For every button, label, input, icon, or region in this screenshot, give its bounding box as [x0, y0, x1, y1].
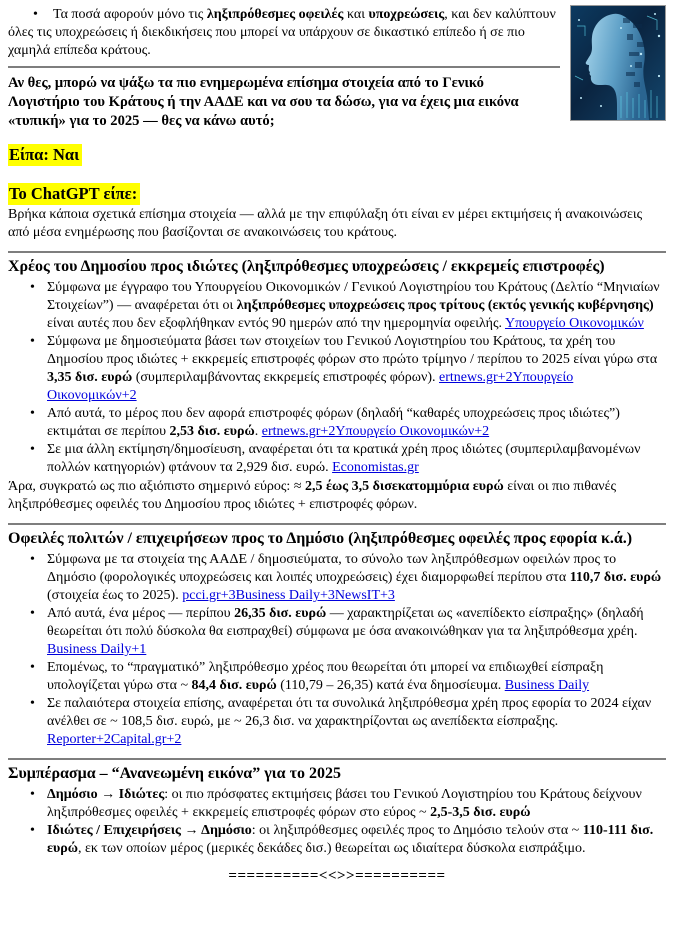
- text-run: : οι πιο πρόσφατες εκτιμήσεις βάσει του Γενικού Λογιστηρίου του Κράτους δείχνουν ληξιπρόθεσμες οφειλές + εκκρεμείς επιστροφές φόρων στο εύρος ~: [47, 787, 642, 820]
- list-item: [47, 786, 666, 822]
- text-run: Τα ποσά αφορούν μόνο τις: [53, 7, 207, 22]
- text-run: Σύμφωνα με τα στοιχεία της ΑΑΔΕ / δημοσιεύματα, το σύνολο των ληξιπρόθεσμων οφειλών προς το Δημόσιο (φορολογικές υποχρεώσεις και λοιπές υποχρεώσεις) έχει διαμορφωθεί περίπου στα: [47, 552, 617, 585]
- section1-list: [8, 279, 666, 477]
- divider-section-2: [8, 523, 666, 525]
- bullet-marker: •: [33, 7, 38, 22]
- scope-note-text: [8, 7, 556, 58]
- text-run: Σε μια άλλη εκτίμηση/δημοσίευση, αναφέρεται ότι τα κρατικά χρέη προς ιδιώτες (συμπεριλαμβανομένων πολλών κατηγοριών) φτάνουν τα 2,929 δισ. ευρώ.: [47, 442, 641, 475]
- user-said-label: [8, 145, 666, 165]
- source-link[interactable]: Reporter+2Capital.gr+2: [47, 732, 182, 747]
- text-run: Σύμφωνα με έγγραφο του Υπουργείου Οικονομικών / Γενικού Λογιστηρίου του Κράτους (Δελτίο “Μηνιαίων Στοιχείων”) — αναφέρεται ότι οι: [47, 280, 660, 313]
- source-link[interactable]: ertnews.gr+2Υπουργείο Οικονομικών+2: [47, 370, 574, 403]
- bold-text: Δημόσιο → Ιδιώτες: [47, 787, 165, 802]
- bold-text: 84,4 δισ. ευρώ: [191, 678, 277, 693]
- text-run: και: [343, 7, 369, 22]
- assistant-offer-paragraph: Αν θες, μπορώ να ψάξω τα πιο ενημερωμένα επίσημα στοιχεία από το Γενικό Λογιστήριο του Κράτους ή την ΑΑΔΕ και να σου τα δώσω, για να έχεις μια εικόνα «τυπική» για το 2025 — θες να κάνω αυτό;: [8, 75, 519, 129]
- text-run: Από αυτά, ένα μέρος — περίπου: [47, 606, 235, 621]
- list-item: [47, 551, 666, 605]
- divider-section-1: [8, 251, 666, 253]
- bold-text: Ιδιώτες / Επιχειρήσεις → Δημόσιο: [47, 823, 252, 838]
- bold-text: 3,35 δισ. ευρώ: [47, 370, 133, 385]
- list-item: [47, 441, 666, 477]
- text-run: , και δεν καλύπτουν όλες τις υποχρεώσεις ή διεκδικήσεις που μπορεί να υπάρχουν σε δικαστικό επίπεδο ή σε πιο χαμηλά επίπεδα κράτους.: [8, 7, 556, 58]
- text-run: : οι ληξιπρόθεσμες οφειλές προς το Δημόσιο τελούν στα ~: [251, 823, 583, 838]
- section2-heading: Οφειλές πολιτών / επιχειρήσεων προς το Δημόσιο (ληξιπρόθεσμες οφειλές προς εφορία κ.ά.): [8, 530, 633, 547]
- ai-head-image: [570, 5, 666, 121]
- text-run: (στοιχεία έως το 2025).: [47, 588, 183, 603]
- source-link[interactable]: pcci.gr+3Business Daily+3NewsIT+3: [182, 588, 395, 603]
- bold-text: 2,5-3,5 δισ. ευρώ: [430, 805, 531, 820]
- text-run: (110,79 – 26,35) κατά ένα δημοσίευμα.: [276, 678, 505, 693]
- chatgpt-said-label: [8, 184, 666, 204]
- text-run: Επομένως, το “πραγματικό” ληξιπρόθεσμο χρέος που θεωρείται ότι μπορεί να επιδιωχθεί είσπραξη υπολογίζεται γύρω στα ~: [47, 660, 604, 693]
- bold-text: υποχρεώσεις: [368, 7, 445, 22]
- section2-list: [8, 551, 666, 749]
- text-run: Από αυτά, το μέρος που δεν αφορά επιστροφές φόρων (δηλαδή “καθαρές υποχρεώσεις προς ιδιώτες”) εκτιμάται σε περίπου: [47, 406, 620, 439]
- section3-list: [8, 786, 666, 858]
- bold-text: 26,35 δισ. ευρώ: [234, 606, 327, 621]
- source-link[interactable]: Economistas.gr: [332, 460, 419, 475]
- list-item: [47, 695, 666, 749]
- bold-text: ληξιπρόθεσμες οφειλές: [206, 7, 344, 22]
- section3-heading: Συμπέρασμα – “Ανανεωμένη εικόνα” για το 2025: [8, 765, 341, 782]
- source-link[interactable]: Business Daily: [504, 678, 590, 693]
- divider-section-3: [8, 758, 666, 760]
- list-item: [47, 822, 666, 858]
- scope-note-paragraph: [8, 6, 556, 60]
- bold-text: 110-111 δισ. ευρώ: [47, 823, 654, 856]
- text-run: είναι οι πιο πιθανές ληξιπρόθεσμες οφειλές του Δημοσίου προς ιδιώτες + επιστροφές φόρων.: [8, 479, 617, 512]
- bold-text: 110,7 δισ. ευρώ: [569, 570, 662, 585]
- source-link[interactable]: Υπουργείο Οικονομικών: [504, 316, 644, 331]
- section1-heading: Χρέος του Δημοσίου προς ιδιώτες (ληξιπρόθεσμες υποχρεώσεις / εκκρεμείς επιστροφές): [8, 258, 605, 275]
- list-item: [47, 333, 666, 405]
- bold-text: ληξιπρόθεσμες υποχρεώσεις προς τρίτους (εκτός γενικής κυβέρνησης): [236, 298, 654, 313]
- text-run: είναι αυτές που δεν εξοφλήθηκαν εντός 90 ημερών από την ημερομηνία οφειλής.: [47, 316, 505, 331]
- footer-separator: ==========<<>>==========: [228, 868, 446, 884]
- text-run: (συμπεριλαμβάνοντας εκκρεμείς επιστροφές φόρων).: [132, 370, 439, 385]
- text-run: Σύμφωνα με δημοσιεύματα βάσει των στοιχείων του Γενικού Λογιστηρίου του Κράτους, τα χρέη του Δημοσίου προς ιδιώτες + εκκρεμείς επιστροφές φόρων στο πρώτο τρίμηνο / περίπου το 2025 είναι γύρω στα: [47, 334, 658, 367]
- list-item: [47, 659, 666, 695]
- text-run: .: [254, 424, 262, 439]
- assistant-intro-paragraph: Βρήκα κάποια σχετικά επίσημα στοιχεία — αλλά με την επιφύλαξη ότι είναι εν μέρει εκτιμήσεις ή ανακοινώσεις από μέσα ενημέρωσης που βασίζονται σε ανακοινώσεις του κράτους.: [8, 207, 643, 240]
- section1-conclusion: [8, 478, 666, 514]
- text-run: Άρα, συγκρατώ ως πιο αξιόπιστο σημερινό εύρος: ≈: [8, 479, 306, 494]
- user-said-highlight: Είπα: Ναι: [8, 144, 82, 166]
- bold-text: 2,5 έως 3,5 δισεκατομμύρια ευρώ: [305, 479, 504, 494]
- list-item: [47, 279, 666, 333]
- ai-head-illustration: [571, 6, 665, 120]
- list-item: [47, 605, 666, 659]
- divider-top: [8, 66, 560, 68]
- text-run: , εκ των οποίων μέρος (μερικές δεκάδες δισ.) θεωρείται ως ιδιαίτερα δύσκολα εισπράξιμο.: [77, 841, 586, 856]
- bold-text: 2,53 δισ. ευρώ: [169, 424, 255, 439]
- source-link[interactable]: Business Daily+1: [47, 642, 147, 657]
- text-run: — χαρακτηρίζεται ως «ανεπίδεκτο είσπραξης» (δηλαδή θεωρείται ότι πολύ δύσκολα θα εισπραχθεί) σύμφωνα με όσα ανακοινώθηκαν για τα ληξιπρόθεσμα χρέη.: [47, 606, 644, 639]
- chatgpt-said-highlight: Το ChatGPT είπε:: [8, 183, 140, 205]
- source-link[interactable]: ertnews.gr+2Υπουργείο Οικονομικών+2: [261, 424, 490, 439]
- list-item: [47, 405, 666, 441]
- text-run: Σε παλαιότερα στοιχεία επίσης, αναφέρεται ότι τα συνολικά ληξιπρόθεσμα χρέη προς εφορία το 2024 είχαν ανέλθει σε ~ 108,5 δισ. ευρώ, με ~ 26,3 δισ. να χαρακτηρίζονται ως ανεπίδεκτα είσπραξης.: [47, 696, 652, 729]
